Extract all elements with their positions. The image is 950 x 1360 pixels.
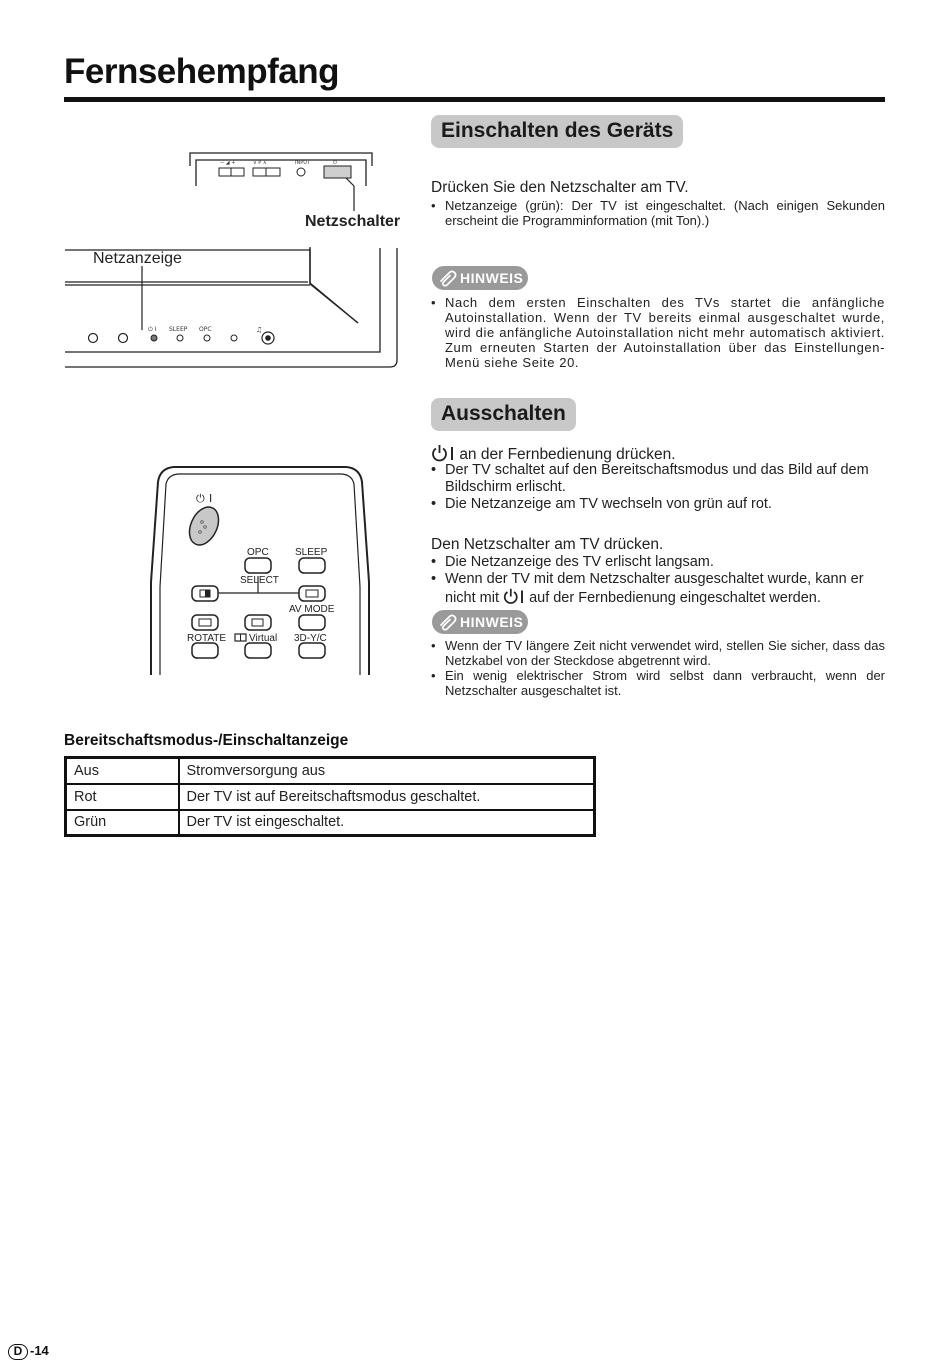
table-row — [66, 758, 595, 784]
status-table — [64, 756, 596, 837]
power-off-lead-1-text: an der Fernbedienung drücken. — [459, 446, 676, 463]
list-item: • Die Netzanzeige am TV wechseln von grün auf rot. — [431, 496, 891, 513]
svg-text:⏻: ⏻ — [333, 160, 337, 166]
svg-text:⏻: ⏻ — [196, 492, 205, 505]
section-heading-power-on: Einschalten des Geräts — [431, 115, 683, 148]
power-off-lead-2: Den Netzschalter am TV drücken. — [431, 536, 664, 553]
remote-control-diagram — [150, 462, 370, 677]
list-item: • Die Netzanzeige des TV erlischt langsam. — [431, 554, 891, 571]
power-icon — [431, 444, 455, 462]
tv-opc-label: OPC — [199, 326, 212, 333]
svg-text:⏻ I: ⏻ I — [148, 326, 157, 333]
table-cell-state: Grün — [66, 810, 179, 836]
remote-yc-label: 3D-Y/C — [294, 633, 327, 644]
label-power-indicator: Netzanzeige — [93, 250, 182, 267]
section-heading-power-off: Ausschalten — [431, 398, 576, 431]
svg-text:INPUT: INPUT — [295, 160, 310, 166]
list-item: • Der TV schaltet auf den Bereitschaftsmodus und das Bild auf dem Bildschirm erlischt. — [431, 462, 891, 496]
remote-virtual-label: Virtual — [249, 633, 278, 644]
page-number — [8, 1343, 49, 1360]
power-icon — [503, 588, 525, 605]
remote-sleep-label: SLEEP — [295, 547, 328, 558]
list-item: • Wenn der TV längere Zeit nicht verwendet wird, stellen Sie sicher, dass das Netzkabel von der Steckdose abgetrennt wird. — [431, 638, 885, 668]
note-label: HINWEIS — [460, 270, 524, 286]
title-rule — [64, 97, 885, 102]
note-badge-power-on — [432, 266, 528, 290]
label-power-switch: Netzschalter — [305, 213, 401, 230]
table-cell-state: Aus — [66, 758, 179, 784]
page-number-letter: D — [8, 1344, 28, 1360]
paperclip-icon — [438, 613, 458, 631]
note-badge-power-off — [432, 610, 528, 634]
remote-av-mode-label: AV MODE — [289, 604, 335, 615]
table-cell-meaning: Der TV ist auf Bereitschaftsmodus geschaltet. — [179, 784, 595, 810]
power-off-bullets-2 — [431, 554, 891, 607]
table-cell-meaning: Stromversorgung aus — [179, 758, 595, 784]
remote-opc-label: OPC — [247, 547, 269, 558]
svg-text:− ◢ +: − ◢ + — [220, 160, 236, 166]
paperclip-icon — [438, 269, 458, 287]
power-off-bullets-1 — [431, 462, 891, 513]
note-label: HINWEIS — [460, 614, 524, 630]
remote-select-label: SELECT — [240, 575, 279, 586]
power-off-lead-1 — [431, 444, 676, 464]
list-item: • Ein wenig elektrischer Strom wird selbst dann verbraucht, wenn der Netzschalter ausgeschaltet ist. — [431, 668, 885, 698]
list-item: • Netzanzeige (grün): Der TV ist eingeschaltet. (Nach einigen Sekunden erscheint die Programminformation (mit Ton).) — [431, 198, 885, 228]
svg-text:♫: ♫ — [256, 326, 263, 334]
table-cell-state: Rot — [66, 784, 179, 810]
table-cell-meaning: Der TV ist eingeschaltet. — [179, 810, 595, 836]
power-on-lead: Drücken Sie den Netzschalter am TV. — [431, 179, 689, 196]
table-row — [66, 784, 595, 810]
tv-sleep-label: SLEEP — [169, 326, 188, 333]
remote-power-label: I — [209, 492, 213, 505]
list-item: • Wenn der TV mit dem Netzschalter ausgeschaltet wurde, kann er nicht mit auf der Fernbedienung eingeschaltet werden. — [431, 571, 891, 607]
table-row — [66, 810, 595, 836]
power-off-note-bullets — [431, 638, 885, 698]
page-title: Fernsehempfang — [64, 52, 339, 91]
remote-rotate-label: ROTATE — [187, 633, 227, 644]
power-on-bullets — [431, 198, 885, 228]
list-item: • Nach dem ersten Einschalten des TVs startet die anfängliche Autoinstallation. Wenn der TV bereits einmal ausgeschaltet wurde, wird die anfängliche Autoinstallation nicht mehr automatisch aktiviert. Zum erneuten Starten der Autoinstallation über das Einstellungen-Menü siehe Seite 20. — [431, 295, 885, 370]
page-number-value: -14 — [30, 1343, 49, 1358]
power-on-note-bullets — [431, 295, 885, 370]
svg-text:∨ P ∧: ∨ P ∧ — [253, 160, 267, 166]
status-table-title: Bereitschaftsmodus-/Einschaltanzeige — [64, 732, 349, 749]
